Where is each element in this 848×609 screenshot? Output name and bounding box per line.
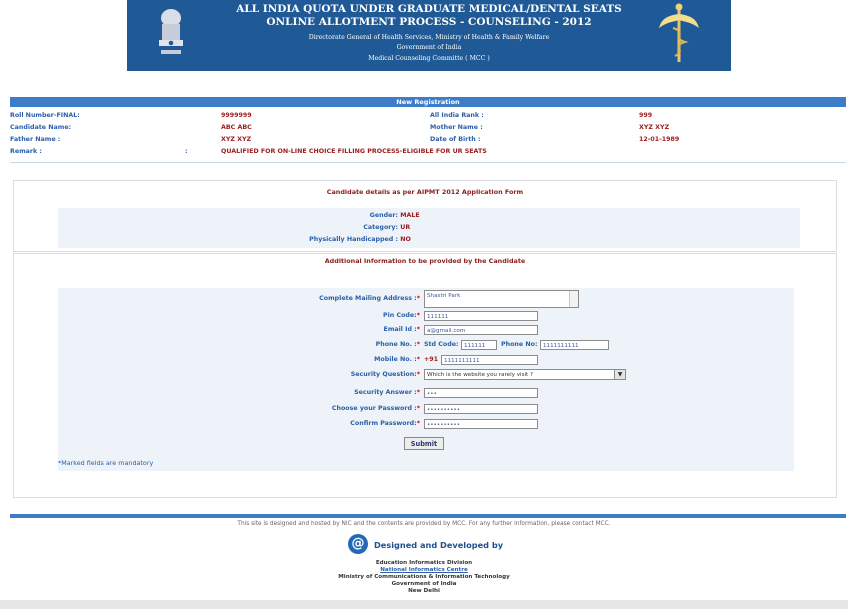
date-of-birth-value: 12-01-1989 — [639, 136, 680, 143]
physically-handicapped-row — [58, 236, 411, 243]
additional-information-title: Additional Information to be provided by the Candidate — [324, 257, 526, 265]
email-label: Email Id :* — [383, 326, 420, 333]
father-name-label: Father Name : — [10, 136, 61, 143]
security-question-label: Security Question:* — [350, 371, 420, 378]
mobile-country-code: +91 — [424, 356, 439, 363]
gender-value: MALE — [400, 212, 420, 219]
confirm-password-label: Confirm Password:* — [350, 420, 420, 427]
textarea-scrollbar[interactable] — [569, 291, 578, 307]
security-answer-label: Security Answer :* — [354, 389, 420, 396]
category-label: Category: — [363, 224, 398, 231]
pin-code-input[interactable]: 111111 — [424, 311, 538, 321]
security-question-select[interactable]: Which is the website you rarely visit ? ▼ — [424, 369, 626, 380]
roll-number-value: 9999999 — [221, 112, 252, 119]
designed-by-text: Designed and Developed by — [374, 540, 504, 550]
remark-value: QUALIFIED FOR ON-LINE CHOICE FILLING PROCESS-ELIGIBLE FOR UR SEATS — [221, 148, 487, 155]
choose-password-input[interactable]: •••••••••• — [424, 404, 538, 414]
remark-label: Remark : — [10, 148, 42, 155]
candidate-details-panel — [13, 180, 837, 252]
confirm-password-input[interactable]: •••••••••• — [424, 419, 538, 429]
footer-city: New Delhi — [408, 588, 440, 594]
candidate-name-label: Candidate Name: — [10, 124, 72, 131]
mandatory-note: *Marked fields are mandatory — [58, 459, 154, 467]
std-code-label: Std Code: — [424, 341, 459, 348]
nic-logo — [348, 534, 548, 556]
std-code-input[interactable]: 111111 — [461, 340, 497, 350]
header-committee: Medical Counseling Committe ( MCC ) — [368, 55, 490, 62]
phone-label: Phone No. :* — [375, 341, 420, 348]
mother-name-value: XYZ XYZ — [639, 124, 670, 131]
remark-separator: : — [185, 148, 188, 155]
header-directorate: Directorate General of Health Services, Ministry of Health & Family Welfare — [308, 34, 550, 41]
registration-summary — [10, 108, 846, 163]
nic-at-logo-icon: @ — [348, 534, 368, 554]
gender-label: Gender: — [369, 212, 398, 219]
security-answer-input[interactable]: ••• — [424, 388, 538, 398]
caduceus-icon — [657, 2, 701, 64]
new-registration-title-bar: New Registration — [10, 97, 846, 107]
chevron-down-icon[interactable]: ▼ — [614, 370, 625, 379]
candidate-details-title: Candidate details as per AIPMT 2012 Application Form — [326, 188, 524, 196]
choose-password-label: Choose your Password :* — [331, 405, 420, 412]
footer-ministry: Ministry of Communications & Information Technology — [338, 574, 510, 580]
phone-number-input[interactable]: 1111111111 — [540, 340, 609, 350]
footer-division: Education Informatics Division — [375, 560, 473, 566]
footer-government: Government of India — [391, 581, 457, 587]
submit-button[interactable]: Submit — [404, 437, 444, 450]
category-value: UR — [400, 224, 411, 231]
header-subtitle: ONLINE ALLOTMENT PROCESS - COUNSELING - 2012 — [266, 16, 592, 28]
footer-bar — [10, 514, 846, 518]
physically-handicapped-label: Physically Handicapped : — [309, 236, 398, 243]
category-row — [58, 224, 410, 231]
header-title: ALL INDIA QUOTA UNDER GRADUATE MEDICAL/DENTAL SEATS — [236, 3, 622, 15]
all-india-rank-value: 999 — [639, 112, 653, 119]
pin-code-label: Pin Code:* — [383, 312, 420, 319]
candidate-name-value: ABC ABC — [221, 124, 252, 131]
footer-note: This site is designed and hosted by NIC and the contents are provided by MCC. For any further information, please contact MCC. — [237, 521, 611, 527]
physically-handicapped-value: NO — [400, 236, 411, 243]
phone-number-label: Phone No: — [501, 341, 538, 348]
mailing-address-textarea[interactable]: Shastri Park — [424, 290, 579, 308]
gender-row — [58, 212, 420, 219]
footer-nic-link[interactable]: National Informatics Centre — [380, 567, 468, 573]
mobile-label: Mobile No. :* — [374, 356, 420, 363]
header-banner — [127, 0, 731, 71]
mobile-input[interactable]: 1111111111 — [441, 355, 538, 365]
email-input[interactable]: a@gmail.com — [424, 325, 538, 335]
mother-name-label: Mother Name : — [430, 124, 483, 131]
bottom-bar — [0, 600, 848, 609]
header-government: Government of India — [396, 44, 462, 51]
mailing-address-label: Complete Mailing Address :* — [319, 295, 420, 302]
father-name-value: XYZ XYZ — [221, 136, 252, 143]
date-of-birth-label: Date of Birth : — [430, 136, 481, 143]
all-india-rank-label: All India Rank : — [430, 112, 484, 119]
roll-number-label: Roll Number-FINAL: — [10, 112, 80, 119]
